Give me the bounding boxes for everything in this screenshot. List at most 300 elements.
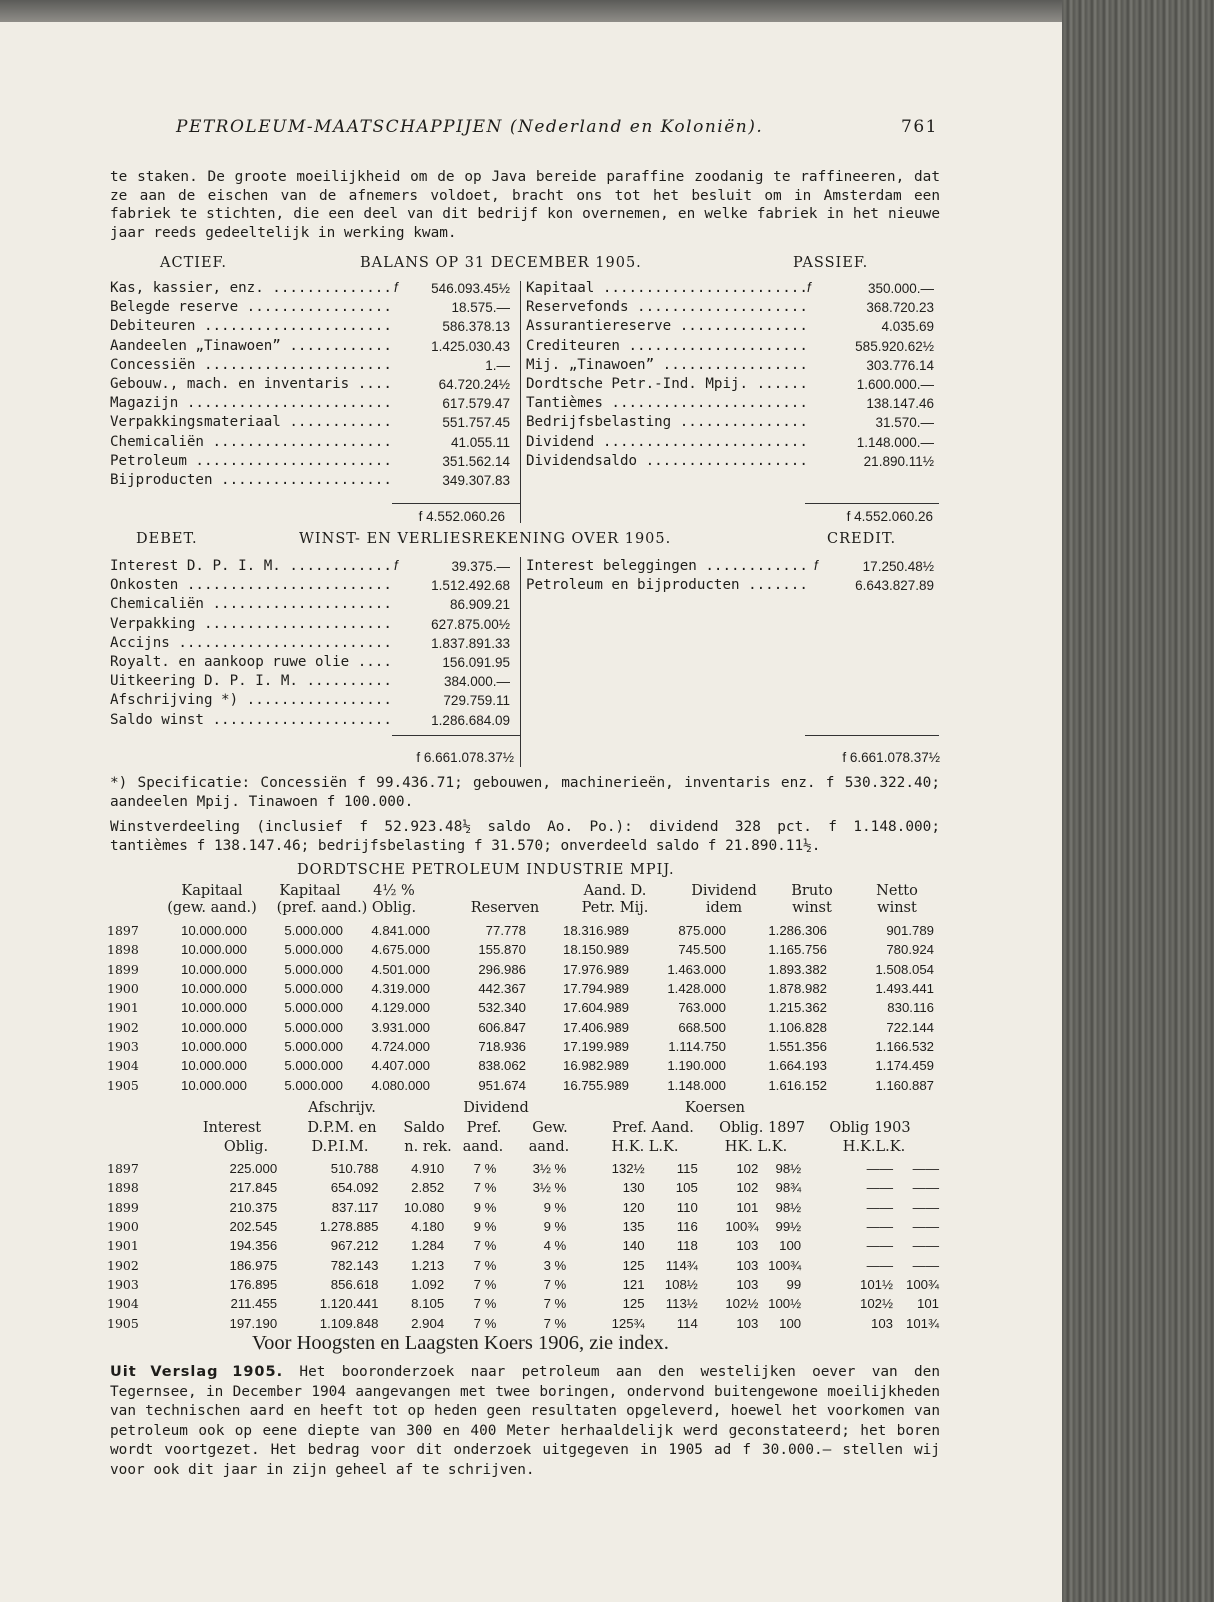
year-cell: 1898: [107, 1180, 139, 1196]
value-cell: 7 %: [473, 1276, 497, 1292]
table-column-header: Saldo: [403, 1120, 445, 1136]
value-cell: 9 %: [473, 1199, 497, 1215]
value-cell: 10.000.000: [180, 1019, 247, 1035]
ledger-value: 41.055.11: [450, 434, 510, 450]
value-cell: 1.213: [411, 1257, 445, 1273]
value-cell: 18.150.989: [562, 942, 629, 958]
value-cell: ——: [866, 1180, 894, 1196]
ledger-row: [526, 318, 934, 337]
verslag-text: Het booronderzoek naar petroleum aan den westelijken oever van den Tegernsee, in December 1904 aangevangen met twee boringen, ondervond buitengewone moeilijkheden van technischen aard en heeft tot op heden geen resultaten opgeleverd, hoewel het voorkomen van petroleum ook op eene diepte van 300 en 400 Meter herhaaldelijk werd geconstateerd; het boren wordt voortgezet. Het bedrag voor dit onderzoek uitgegeven in 1905 ad f 30.000.— stellen wij voor ook dit jaar in zijn geheel af te schrijven.: [110, 1364, 940, 1478]
table-column-header: Interest: [202, 1120, 262, 1136]
value-cell: 510.788: [330, 1161, 379, 1177]
ledger-value: 350.000.—: [867, 281, 934, 296]
year-cell: 1905: [107, 1077, 139, 1093]
ledger-value: 586.378.13: [442, 319, 510, 335]
winst-left-rule: [392, 735, 520, 736]
table-column-header: Oblig.: [223, 1139, 269, 1155]
ledger-row: [110, 338, 510, 357]
table-row: [107, 1017, 934, 1036]
value-cell: 101¾: [905, 1315, 939, 1331]
ledger-value: 21.890.11½: [863, 453, 934, 469]
value-cell: 197.190: [229, 1315, 278, 1331]
value-cell: 102: [736, 1180, 759, 1196]
currency-sign: f: [814, 558, 818, 573]
value-cell: 114¾: [665, 1257, 698, 1273]
value-cell: 98½: [775, 1199, 802, 1215]
page-top-shadow: [0, 0, 1214, 22]
value-cell: 4.910: [411, 1161, 445, 1177]
value-cell: 16.755.989: [562, 1077, 629, 1093]
ledger-row: [526, 453, 934, 472]
value-cell: 1.092: [411, 1276, 445, 1292]
value-cell: 5.000.000: [284, 923, 343, 939]
ledger-value: 86.909.21: [449, 597, 510, 613]
value-cell: 4.080.000: [371, 1077, 430, 1093]
value-cell: 176.895: [229, 1276, 278, 1292]
value-cell: 9 %: [473, 1219, 497, 1235]
value-cell: 1.878.982: [768, 981, 827, 997]
value-cell: ——: [912, 1199, 939, 1215]
table-column-header: (gew. aand.): [167, 900, 257, 916]
value-cell: 4.319.000: [371, 981, 430, 997]
value-cell: 1.284: [411, 1238, 445, 1254]
value-cell: 10.080: [403, 1199, 445, 1215]
value-cell: 7 %: [543, 1276, 567, 1292]
winst-divider: [520, 557, 521, 767]
table-row: [107, 998, 934, 1017]
value-cell: 1.174.459: [875, 1058, 934, 1074]
ledger-row: [110, 577, 510, 596]
credit-heading: CREDIT.: [827, 531, 897, 547]
winst-right-rule: [805, 735, 939, 736]
year-cell: 1901: [107, 1000, 139, 1016]
balans-right-rule: [805, 503, 939, 504]
table-column-header: aand.: [462, 1139, 504, 1155]
ledger-value: 39.375.—: [451, 559, 510, 574]
table-column-header: Kapitaal: [181, 883, 243, 899]
value-cell: 1.278.885: [319, 1219, 379, 1235]
value-cell: 99½: [775, 1219, 802, 1235]
value-cell: 10.000.000: [180, 981, 247, 997]
value-cell: 125: [622, 1257, 645, 1273]
value-cell: 2.852: [411, 1180, 445, 1196]
value-cell: 98½: [775, 1161, 802, 1177]
value-cell: 132½: [611, 1161, 645, 1177]
value-cell: 4.724.000: [371, 1038, 430, 1054]
year-cell: 1903: [107, 1276, 139, 1292]
value-cell: 135: [622, 1219, 645, 1235]
value-cell: 10.000.000: [180, 942, 247, 958]
value-cell: 10.000.000: [180, 1058, 247, 1074]
ledger-row: [110, 434, 510, 453]
ledger-value: 138.147.46: [866, 396, 934, 412]
year-cell: 1904: [107, 1296, 139, 1312]
value-cell: 103: [871, 1315, 894, 1331]
value-cell: 4.501.000: [371, 961, 430, 977]
table-row: [107, 921, 934, 940]
value-cell: 875.000: [678, 923, 726, 939]
actief-heading: ACTIEF.: [160, 255, 227, 271]
table-column-header: Afschrijv.: [308, 1100, 376, 1116]
value-cell: 194.356: [229, 1238, 278, 1254]
table-row: [107, 1037, 934, 1056]
ledger-row: [110, 280, 510, 299]
value-cell: 103: [736, 1276, 759, 1292]
ledger-label: Dividendsaldo .....: [526, 453, 808, 469]
table-row: [107, 960, 934, 979]
value-cell: 17.976.989: [562, 961, 629, 977]
ledger-row: [110, 616, 510, 635]
ledger-label: Saldo winst .....: [110, 712, 393, 728]
value-cell: 130: [622, 1180, 645, 1196]
value-cell: 101: [916, 1296, 939, 1312]
value-cell: 763.000: [678, 1000, 726, 1016]
value-cell: 110: [676, 1199, 698, 1215]
value-cell: 7 %: [473, 1315, 497, 1331]
value-cell: 7 %: [473, 1180, 497, 1196]
table-column-header: Oblig.: [371, 900, 417, 916]
table-row: [107, 1075, 934, 1094]
ledger-label: Bijproducten .....: [110, 472, 393, 488]
value-cell: 967.212: [330, 1238, 379, 1254]
table-column-header: Netto: [876, 883, 918, 899]
ledger-value: 4.035.69: [881, 319, 934, 335]
value-cell: 1.664.193: [768, 1058, 827, 1074]
value-cell: 1.508.054: [875, 961, 934, 977]
value-cell: 100¾: [905, 1276, 939, 1292]
winstverdeeling-text: Winstverdeeling (inclusief f 52.923.48½ saldo Ao. Po.): dividend 328 pct. f 1.148.000; tantièmes f 138.147.46; bedrijfsbelasting f 31.570; onverdeeld saldo f 21.890.11½.: [110, 819, 940, 854]
value-cell: 125¾: [611, 1315, 645, 1331]
value-cell: 186.975: [229, 1257, 278, 1273]
table-row: [107, 1294, 939, 1313]
table-column-header: Petr. Mij.: [581, 900, 649, 916]
ledger-label: Interest beleggingen .....: [526, 558, 808, 574]
balans-divider: [520, 281, 521, 523]
table-column-header: (pref. aand.): [276, 900, 368, 916]
value-cell: 140: [622, 1238, 645, 1254]
ledger-label: Aandeelen „Tinawoen” .....: [110, 338, 393, 354]
table-row: [107, 1159, 939, 1178]
value-cell: 105: [675, 1180, 698, 1196]
value-cell: 718.936: [478, 1038, 526, 1054]
value-cell: 654.092: [330, 1180, 379, 1196]
year-cell: 1899: [107, 961, 139, 977]
year-cell: 1897: [107, 923, 139, 939]
table-column-header: Aand. D.: [583, 883, 647, 899]
value-cell: 1.109.848: [319, 1315, 379, 1331]
year-cell: 1903: [107, 1038, 139, 1054]
book-edge: [1062, 0, 1214, 1602]
value-cell: 3 %: [543, 1257, 567, 1273]
value-cell: 442.367: [478, 981, 526, 997]
value-cell: 210.375: [229, 1199, 278, 1215]
value-cell: 7 %: [473, 1238, 497, 1254]
year-cell: 1901: [107, 1238, 139, 1254]
table-column-header: Oblig 1903: [829, 1120, 911, 1136]
table-row: [107, 940, 934, 959]
value-cell: 1.120.441: [319, 1296, 379, 1312]
ledger-row: [110, 395, 510, 414]
value-cell: 1.106.828: [768, 1019, 827, 1035]
table-row: [107, 1056, 934, 1075]
year-cell: 1904: [107, 1058, 139, 1074]
value-cell: 125: [622, 1296, 645, 1312]
ledger-row: [110, 635, 510, 654]
ledger-label: Gebouw., mach. en inventaris .....: [110, 376, 393, 392]
value-cell: ——: [912, 1257, 939, 1273]
year-cell: 1902: [107, 1019, 139, 1035]
value-cell: 118: [676, 1238, 698, 1254]
table-column-header: Kapitaal: [279, 883, 341, 899]
ledger-row: [526, 558, 934, 577]
value-cell: 1.114.750: [668, 1038, 726, 1054]
value-cell: 780.924: [886, 942, 934, 958]
ledger-row: [110, 654, 510, 673]
value-cell: 101½: [860, 1276, 894, 1292]
value-cell: ——: [912, 1180, 939, 1196]
table-column-header: H.K.L.K.: [842, 1139, 906, 1155]
ledger-row: [526, 376, 934, 395]
value-cell: 77.778: [485, 923, 526, 939]
ledger-row: [526, 395, 934, 414]
value-cell: 1.551.356: [768, 1038, 827, 1054]
debet-heading: DEBET.: [136, 531, 198, 547]
value-cell: 830.116: [887, 1000, 934, 1016]
value-cell: 4.180: [411, 1219, 445, 1235]
value-cell: 7 %: [473, 1296, 497, 1312]
ledger-row: [526, 414, 934, 433]
value-cell: 5.000.000: [284, 961, 343, 977]
ledger-row: [110, 712, 510, 731]
value-cell: 838.062: [478, 1058, 526, 1074]
value-cell: 782.143: [330, 1257, 379, 1273]
year-cell: 1900: [107, 981, 139, 997]
value-cell: 856.618: [330, 1276, 379, 1292]
value-cell: 1.190.000: [667, 1058, 726, 1074]
winst-total-right: f 6.661.078.37½: [842, 750, 940, 765]
ledger-label: Kapitaal .....: [526, 280, 808, 296]
ledger-value: 349.307.83: [442, 473, 510, 488]
value-cell: ——: [912, 1161, 939, 1177]
ledger-value: 1.512.492.68: [431, 578, 510, 594]
value-cell: 102½: [725, 1296, 759, 1312]
table-column-header: idem: [705, 900, 743, 916]
value-cell: 837.117: [331, 1199, 379, 1215]
intro-text: te staken. De groote moeilijkheid om de op Java bereide paraffine zoodanig te raffineeren, dat ze aan de eischen van de afnemers voldoet, bracht ons tot het besluit om in Amsterdam een fabriek te stichten, die een deel van dit bedrijf kon overnemen, en welke fabriek in het nieuwe jaar reeds gedeeltelijk in werking kwam.: [110, 169, 940, 241]
value-cell: 7 %: [473, 1257, 497, 1273]
ledger-row: [526, 299, 934, 318]
ledger-value: 18.575.—: [451, 300, 510, 316]
currency-sign: f: [394, 558, 398, 573]
table-column-header: Gew.: [532, 1120, 568, 1136]
passief-heading: PASSIEF.: [793, 255, 869, 271]
value-cell: 668.500: [678, 1019, 726, 1035]
ledger-value: 31.570.—: [875, 415, 934, 431]
ledger-label: Belegde reserve .....: [110, 299, 393, 315]
ledger-value: 729.759.11: [443, 693, 510, 709]
ledger-label: Chemicaliën .....: [110, 596, 393, 612]
value-cell: ——: [866, 1199, 894, 1215]
value-cell: 10.000.000: [180, 1000, 247, 1016]
table-column-header: Oblig. 1897: [719, 1120, 805, 1136]
ledger-value: 303.776.14: [866, 357, 934, 373]
value-cell: 17.406.989: [562, 1019, 629, 1035]
value-cell: 296.986: [478, 961, 526, 977]
ledger-row: [110, 673, 510, 692]
value-cell: 1.215.362: [768, 1000, 827, 1016]
year-cell: 1899: [107, 1199, 139, 1215]
ledger-value: 17.250.48½: [862, 559, 934, 574]
value-cell: 225.000: [229, 1161, 278, 1177]
value-cell: 10.000.000: [180, 1038, 247, 1054]
value-cell: 10.000.000: [180, 961, 247, 977]
ledger-row: [110, 596, 510, 615]
ledger-value: 627.875.00½: [431, 616, 510, 632]
ledger-label: Mij. „Tinawoen” .....: [526, 357, 808, 373]
ledger-value: 1.148.000.—: [856, 434, 934, 450]
koers-note: Voor Hoogsten en Laagsten Koers 1906, zie index.: [252, 1332, 669, 1354]
table-row: [107, 979, 934, 998]
year-cell: 1897: [107, 1161, 139, 1177]
ledger-value: 546.093.45½: [431, 281, 510, 296]
winstverdeeling: [110, 818, 940, 855]
value-cell: 17.794.989: [562, 981, 629, 997]
table-column-header: HK. L.K.: [724, 1139, 788, 1155]
value-cell: 5.000.000: [284, 1019, 343, 1035]
value-cell: 951.674: [478, 1077, 526, 1093]
page-number: 761: [901, 117, 938, 137]
value-cell: 202.545: [229, 1219, 278, 1235]
ledger-value: 1.286.684.09: [431, 712, 510, 728]
value-cell: 211.455: [230, 1296, 278, 1312]
value-cell: 2.904: [411, 1315, 445, 1331]
ledger-label: Debiteuren .....: [110, 318, 393, 334]
ledger-label: Dordtsche Petr.-Ind. Mpij. .....: [526, 376, 808, 392]
value-cell: 103: [736, 1257, 759, 1273]
table-column-header: winst: [877, 900, 917, 916]
value-cell: 100¾: [768, 1257, 802, 1273]
table-row: [107, 1313, 939, 1332]
dpim-title: DORDTSCHE PETROLEUM INDUSTRIE MPIJ.: [297, 862, 675, 878]
ledger-label: Royalt. en aankoop ruwe olie .....: [110, 654, 393, 670]
ledger-label: Petroleum .....: [110, 453, 393, 469]
ledger-value: 368.720.23: [866, 300, 934, 316]
ledger-value: 156.091.95: [442, 655, 510, 670]
value-cell: 100¾: [725, 1219, 759, 1235]
value-cell: 5.000.000: [284, 1058, 343, 1074]
value-cell: 7 %: [543, 1315, 567, 1331]
ledger-label: Dividend .....: [526, 434, 808, 450]
winst-title: WINST- EN VERLIESREKENING OVER 1905.: [299, 531, 672, 547]
ledger-value: 1.600.000.—: [856, 377, 934, 392]
value-cell: 4.675.000: [371, 942, 430, 958]
table-column-header: H.K. L.K.: [611, 1139, 679, 1155]
value-cell: 100½: [768, 1296, 802, 1312]
ledger-row: [110, 299, 510, 318]
ledger-label: Reservefonds .....: [526, 299, 808, 315]
ledger-label: Accijns .....: [110, 635, 393, 651]
ledger-label: Magazijn .....: [110, 395, 393, 411]
value-cell: ——: [912, 1238, 939, 1254]
ledger-value: 1.—: [485, 357, 510, 373]
value-cell: 901.789: [886, 923, 934, 939]
value-cell: 10.000.000: [180, 923, 247, 939]
value-cell: 9 %: [543, 1219, 567, 1235]
ledger-row: [110, 453, 510, 472]
ledger-label: Concessiën .....: [110, 357, 393, 373]
ledger-value: 1.425.030.43: [431, 338, 510, 354]
table-column-header: winst: [792, 900, 832, 916]
value-cell: 5.000.000: [284, 981, 343, 997]
value-cell: 4.407.000: [371, 1058, 430, 1074]
value-cell: ——: [912, 1219, 939, 1235]
ledger-label: Chemicaliën .....: [110, 434, 393, 450]
value-cell: 113½: [665, 1296, 698, 1312]
value-cell: 745.500: [678, 942, 726, 958]
ledger-row: [110, 692, 510, 711]
value-cell: 16.982.989: [562, 1058, 629, 1074]
ledger-value: 551.757.45: [442, 415, 510, 431]
table-row: [107, 1178, 939, 1197]
ledger-label: Petroleum en bijproducten .....: [526, 577, 808, 593]
value-cell: 99: [786, 1276, 802, 1292]
balans-total-right: f 4.552.060.26: [846, 509, 933, 524]
ledger-label: Bedrijfsbelasting .....: [526, 414, 808, 430]
ledger-row: [110, 472, 510, 491]
intro-paragraph: [110, 168, 940, 242]
second-table: [107, 1159, 939, 1333]
ledger-label: Kas, kassier, enz. .....: [110, 280, 393, 296]
ledger-value: 1.837.891.33: [431, 635, 510, 651]
running-title: PETROLEUM-MAATSCHAPPIJEN (Nederland en Koloniën).: [176, 117, 764, 137]
winst-total-left: f 6.661.078.37½: [416, 750, 514, 765]
value-cell: 108½: [664, 1276, 698, 1292]
footnote-text: *) Specificatie: Concessiën f 99.436.71; gebouwen, machinerieën, inventaris enz. f 530.322.40; aandeelen Mpij. Tinawoen f 100.000.: [110, 775, 940, 810]
value-cell: 98¾: [775, 1180, 802, 1196]
value-cell: 121: [622, 1276, 645, 1292]
ledger-label: Afschrijving *) .....: [110, 692, 393, 708]
value-cell: 102½: [860, 1296, 894, 1312]
value-cell: 120: [622, 1199, 645, 1215]
value-cell: 4.841.000: [371, 923, 430, 939]
table-column-header: Bruto: [791, 883, 833, 899]
ledger-label: Onkosten .....: [110, 577, 393, 593]
value-cell: 1.616.152: [768, 1077, 827, 1093]
ledger-value: 384.000.—: [443, 674, 510, 690]
year-cell: 1898: [107, 942, 139, 958]
value-cell: 18.316.989: [562, 923, 629, 939]
ledger-label: Verpakking .....: [110, 616, 393, 632]
ledger-row: [526, 434, 934, 453]
value-cell: ——: [866, 1219, 894, 1235]
balans-title: BALANS OP 31 DECEMBER 1905.: [360, 255, 642, 271]
table-column-header: Reserven: [470, 900, 540, 916]
table-column-header: D.P.M. en: [307, 1120, 377, 1136]
ledger-value: 617.579.47: [442, 396, 510, 412]
value-cell: 3.931.000: [371, 1019, 430, 1035]
table-column-header: Pref. Aand.: [612, 1120, 694, 1136]
value-cell: 1.148.000: [667, 1077, 726, 1093]
ledger-row: [110, 376, 510, 395]
value-cell: 115: [676, 1161, 698, 1177]
value-cell: 1.286.306: [768, 923, 827, 939]
table-column-header: 4½ %: [373, 883, 415, 899]
year-cell: 1905: [107, 1315, 139, 1331]
value-cell: 103: [736, 1238, 759, 1254]
value-cell: 7 %: [473, 1161, 497, 1177]
value-cell: 17.199.989: [562, 1038, 629, 1054]
ledger-value: 64.720.24½: [438, 377, 510, 392]
